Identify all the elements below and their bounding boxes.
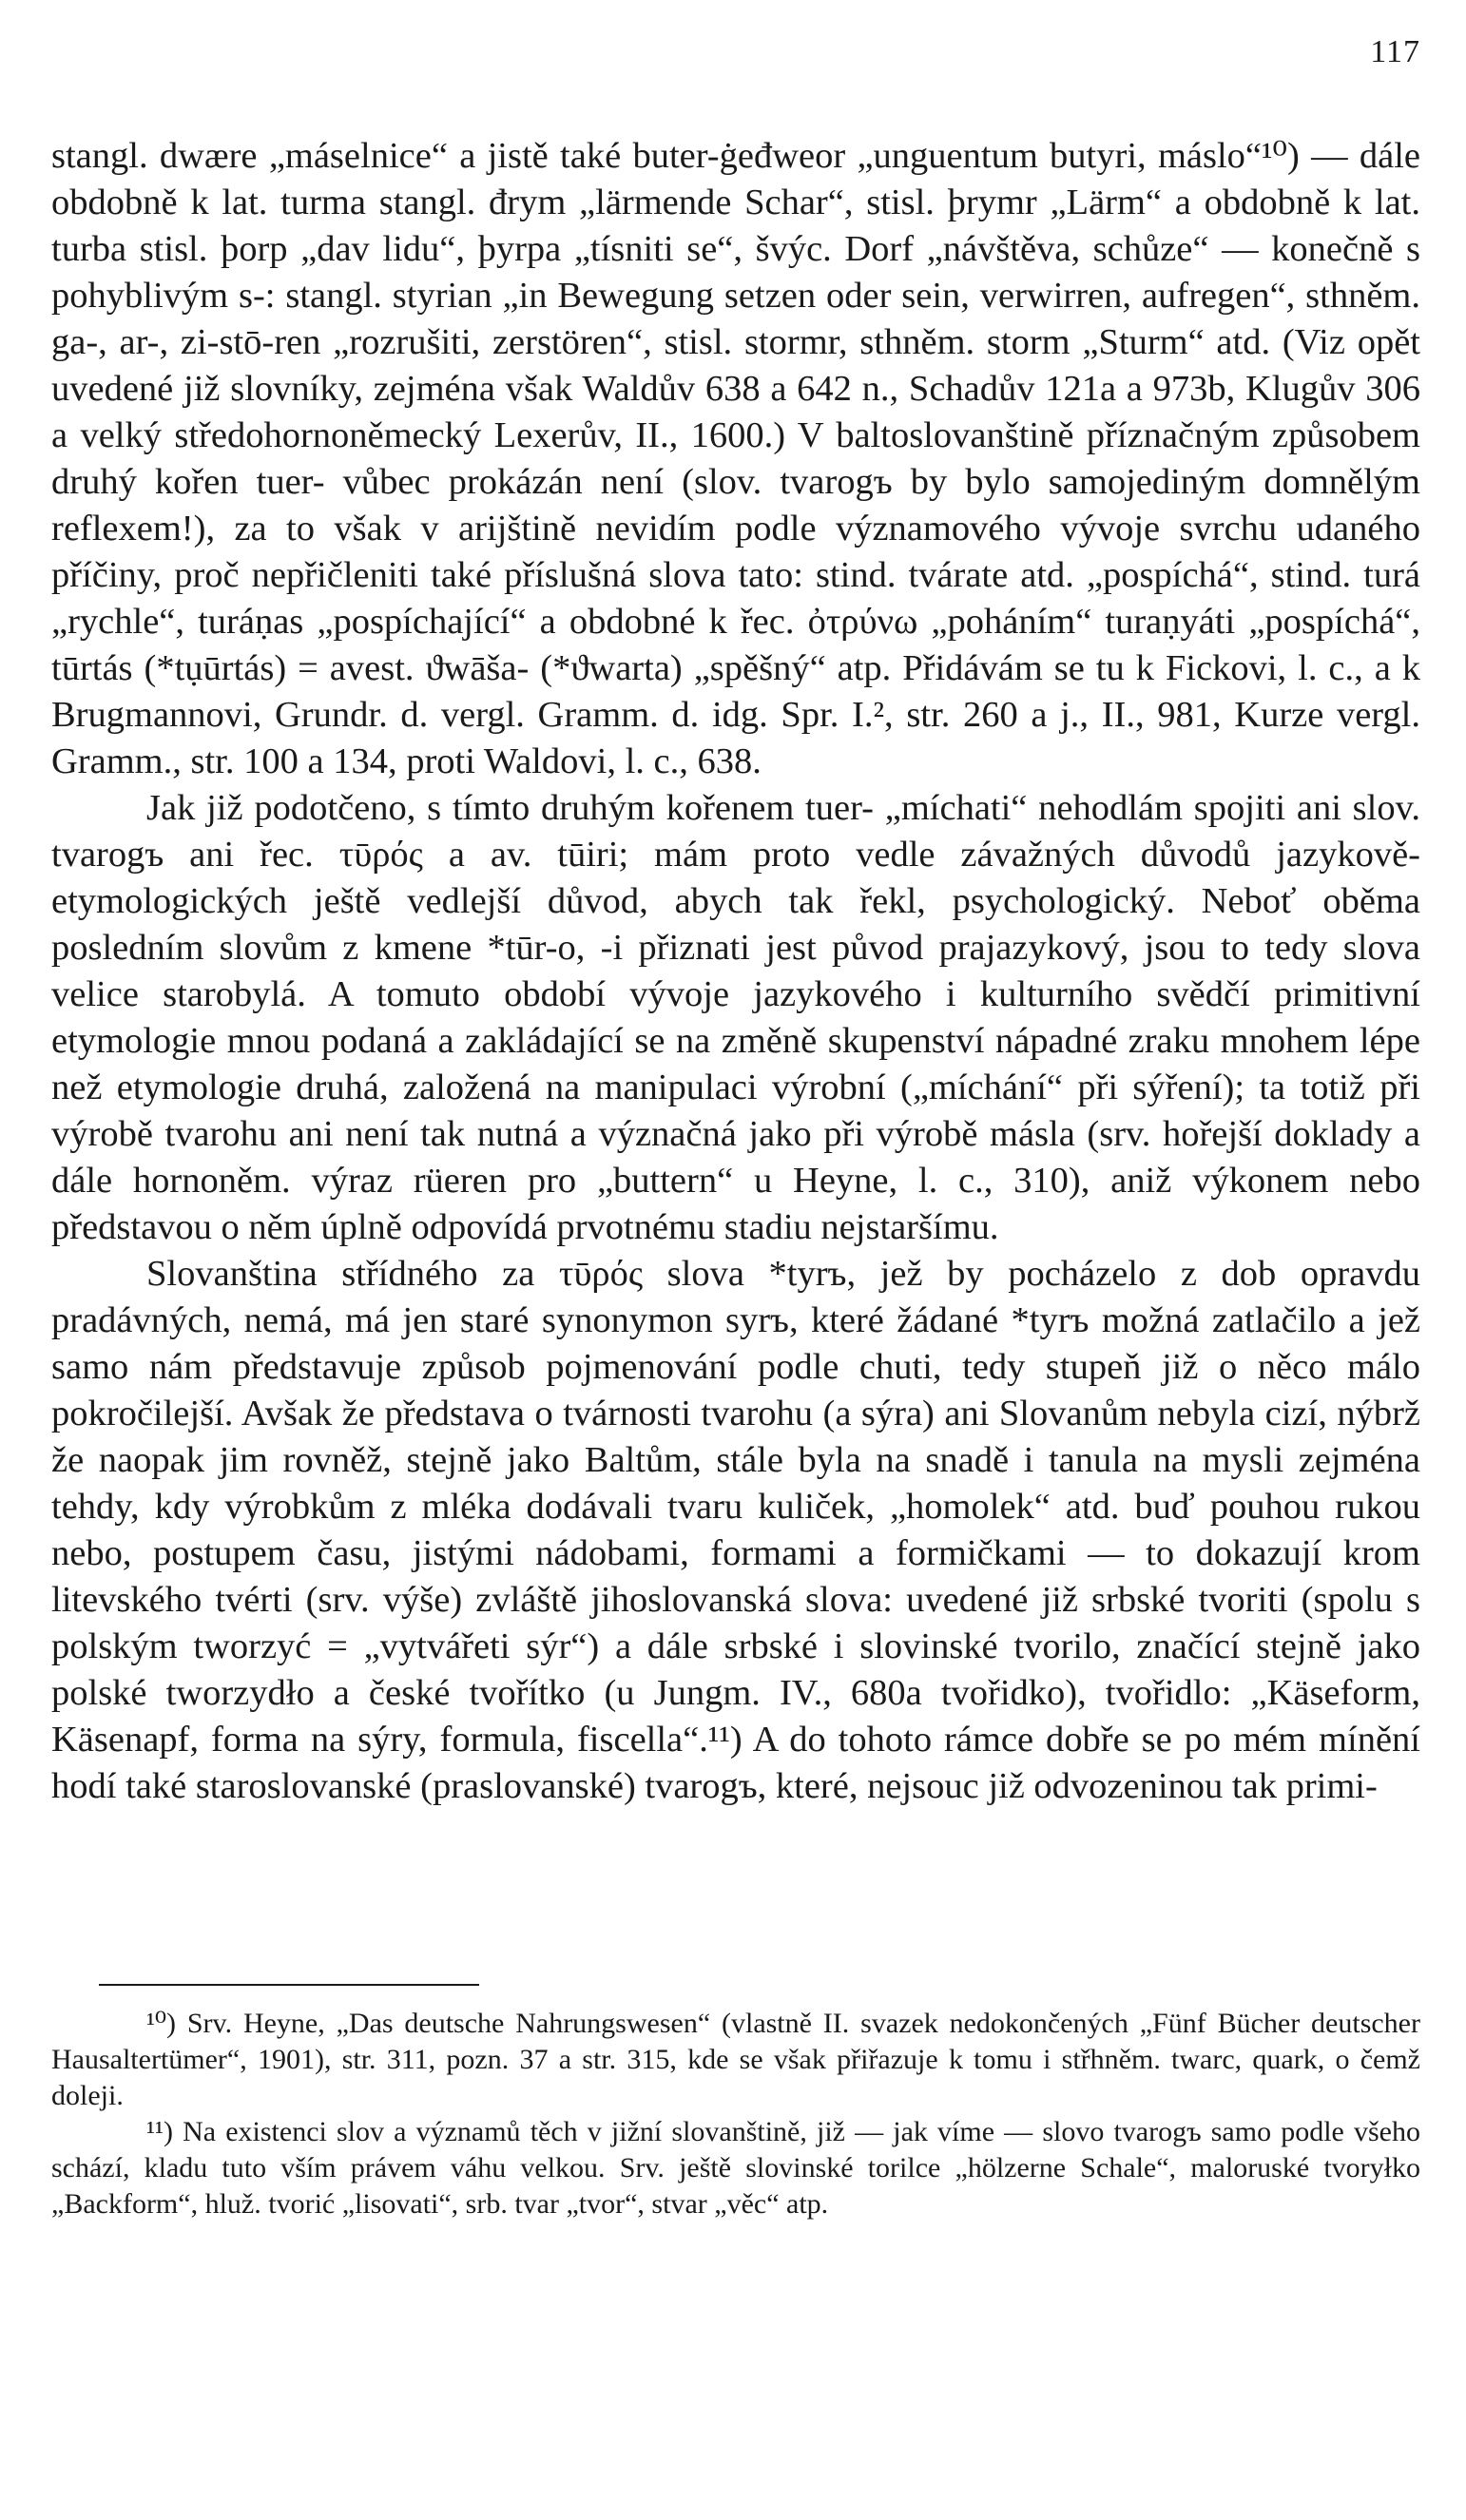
footnote-11: ¹¹) Na existenci slov a významů těch v jižní slovanštině, již — jak víme — slovo tvarogъ samo podle všeho schází, kladu tuto vším právem váhu velkou. Srv. ještě slovinské torilce „hölzerne Schale“, maloruské tvoryłko „Backform“, hluž. tvorić „lisovati“, srb. tvar „tvor“, stvar „věc“ atp. [51, 2116, 1420, 2220]
paragraph-3: Slovanština střídného za τῡρός slova *tyrъ, jež by pocházelo z dob opravdu pradávných, nemá, má jen staré synonymon syrъ, které žádané *tyrъ možná zatlačilo a jež samo nám představuje způsob pojmenování podle chuti, tedy stupeň již o něco málo pokročilejší. Avšak že představa o tvárnosti tvarohu (a sýra) ani Slovanům nebyla cizí, nýbrž že naopak jim rovněž, stejně jako Baltům, stále byla na snadě i tanula na mysli zejména tehdy, kdy výrobkům z mléka dodávali tvaru kuliček, „homolek“ atd. buď pouhou rukou nebo, postupem času, jistými nádobami, formami a formičkami — to dokazují krom litevského tvérti (srv. výše) zvláště jihoslovanská slova: uvedené již srbské tvoriti (spolu s polským tworzyć = „vytvářeti sýr“) a dále srbské i slovinské tvorilo, značící stejně jako polské tworzydło a české tvořítko (u Jungm. IV., 680a tvořidko), tvořidlo: „Käseform, Käsenapf, forma na sýry, formula, fiscella“.¹¹) A do tohoto rámce dobře se po mém mínění hodí také staroslovanské (praslovanské) tvarogъ, které, nejsouc již odvozeninou tak primi- [51, 1254, 1420, 1806]
paragraph-1: stangl. dwære „máselnice“ a jistě také buter-ġeđweor „unguentum butyri, máslo“¹⁰) — dále obdobně k lat. turma stangl. đrym „lärmende Schar“, stisl. þrymr „Lärm“ a obdobně k lat. turba stisl. þorp „dav lidu“, þyrpa „tísniti se“, švýc. Dorf „návštěva, schůze“ — konečně s pohyblivým s-: stangl. styrian „in Bewegung setzen oder sein, verwirren, aufregen“, sthněm. ga-, ar-, zi-stō-ren „rozrušiti, zerstören“, stisl. stormr, sthněm. storm „Sturm“ atd. (Viz opět uvedené již slovníky, zejména však Waldův 638 a 642 n., Schadův 121a a 973b, Klugův 306 a velký středohornoněmecký Lexerův, II., 1600.) V baltoslovanštině příznačným způsobem druhý kořen tuer- vůbec prokázán není (slov. tvarogъ by bylo samojediným domnělým reflexem!), za to však v arijštině nevidím podle významového vývoje svrchu udaného příčiny, proč nepřičleniti také příslušná slova tato: stind. tvárate atd. „pospíchá“, stind. turá „rychle“, turáṇas „pospíchající“ a obdobné k řec. ὀτρύνω „poháním“ turaṇyáti „pospíchá“, tūrtás (*tụūrtás) = avest. ϑwāša- (*ϑwarta) „spěšný“ atp. Přidávám se tu k Fickovi, l. c., a k Brugmannovi, Grundr. d. vergl. Gramm. d. idg. Spr. I.², str. 260 a j., II., 981, Kurze vergl. Gramm., str. 100 a 134, proti Waldovi, l. c., 638. [51, 136, 1420, 781]
footnotes [51, 2006, 1420, 2222]
footnote-10: ¹⁰) Srv. Heyne, „Das deutsche Nahrungswesen“ (vlastně II. svazek nedokončených „Fünf Bücher deutscher Hausaltertümer“, 1901), str. 311, pozn. 37 a str. 315, kde se však přiřazuje k tomu i střhněm. twarc, quark, o čemž doleji. [51, 2008, 1420, 2111]
main-text [51, 133, 1420, 1810]
paragraph-2: Jak již podotčeno, s tímto druhým kořenem tuer- „míchati“ nehodlám spojiti ani slov. tvarogъ ani řec. τῡρός a av. tūiri; mám proto vedle závažných důvodů jazykově-etymologických ještě vedlejší důvod, abych tak řekl, psychologický. Neboť oběma posledním slovům z kmene *tūr-o, -i přiznati jest původ prajazykový, jsou to tedy slova velice starobylá. A tomuto období vývoje jazykového i kulturního svědčí primitivní etymologie mnou podaná a zakládající se na změně skupenství nápadné zraku mnohem lépe než etymologie druhá, založená na manipulaci výrobní („míchání“ při sýření); ta totiž při výrobě tvarohu ani není tak nutná a význačná jako při výrobě másla (srv. hořejší doklady a dále hornoněm. výraz rüeren pro „buttern“ u Heyne, l. c., 310), aniž výkonem nebo představou o něm úplně odpovídá prvotnému stadiu nejstaršímu. [51, 788, 1420, 1247]
footnote-divider [99, 1984, 479, 1986]
page-number: 117 [1370, 34, 1420, 69]
